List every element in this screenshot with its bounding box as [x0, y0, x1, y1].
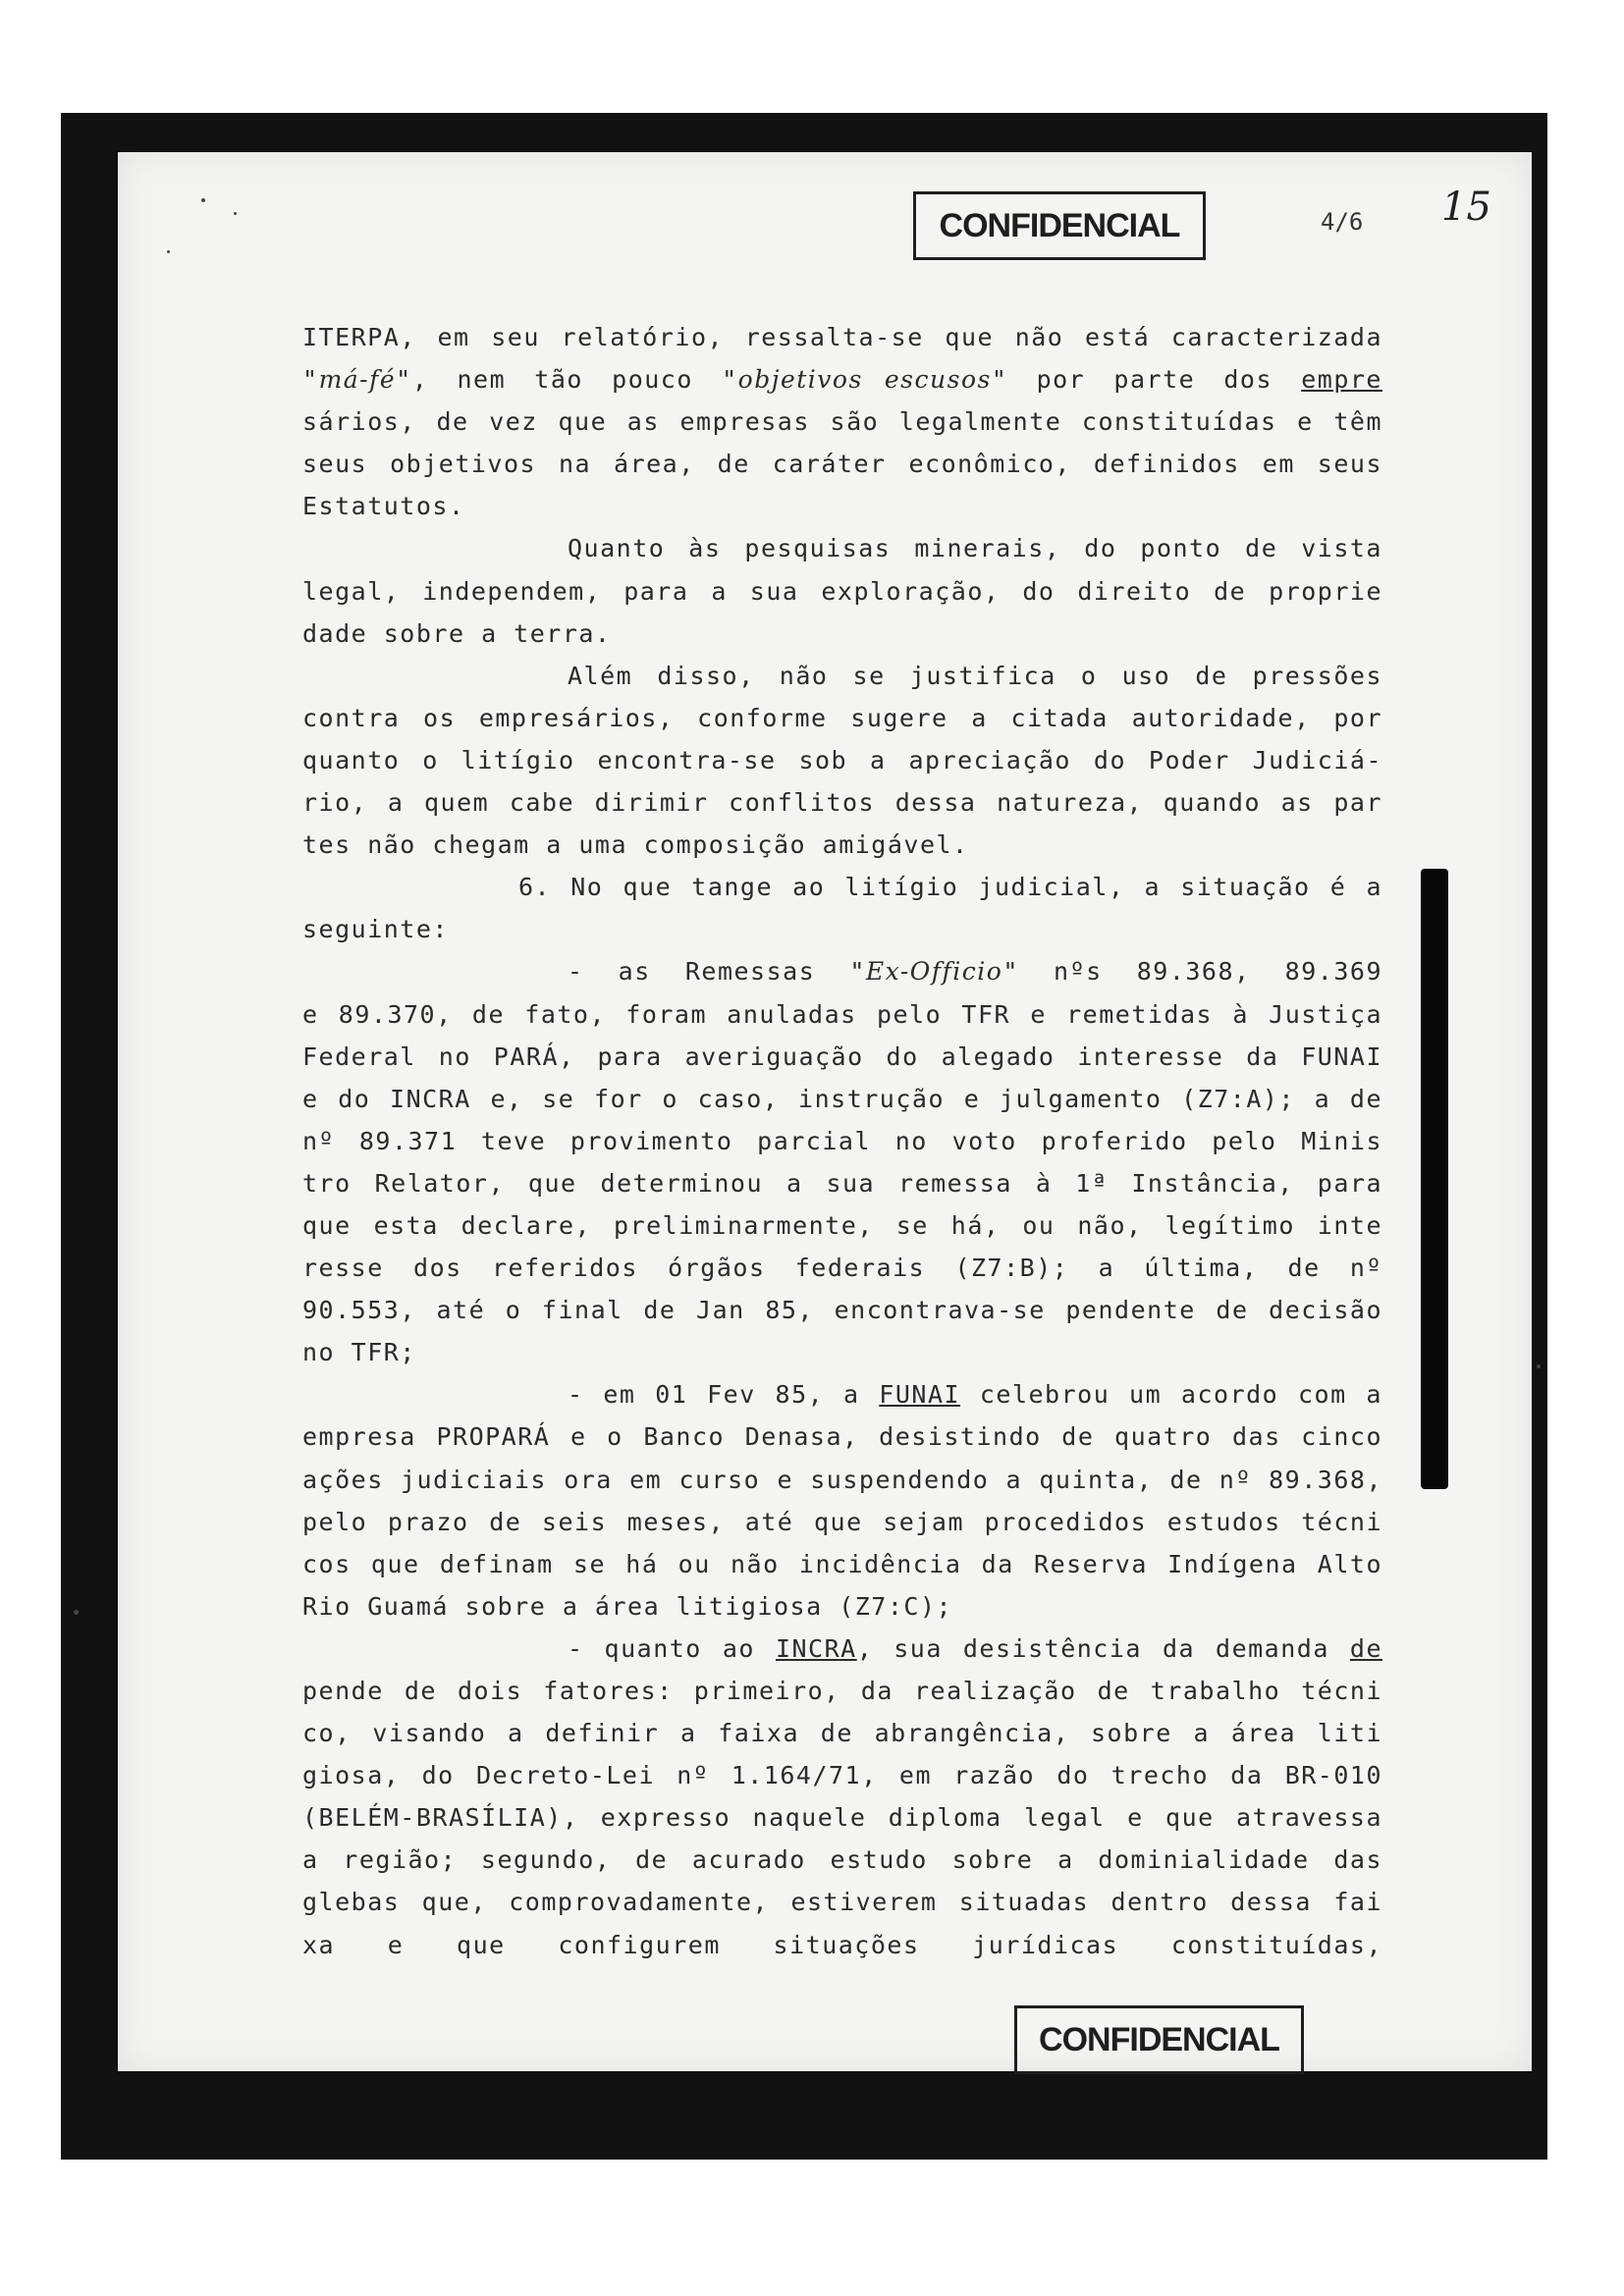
text-line: empresa PROPARÁ e o Banco Denasa, desistindo de quatro das cinco: [302, 1422, 1382, 1452]
text-line: dade sobre a terra.: [302, 618, 612, 648]
text-line: glebas que, comprovadamente, estiverem situadas dentro dessa fai: [302, 1888, 1382, 1917]
text-line: pelo prazo de seis meses, até que sejam procedidos estudos técni: [302, 1507, 1382, 1536]
text-line: - em 01 Fev 85, a FUNAI celebrou um acordo com a: [568, 1380, 1382, 1410]
text-line: "má-fé", nem tão pouco "objetivos escusos" por parte dos empre: [302, 365, 1382, 395]
scan-speck: [234, 212, 237, 215]
text-line: Estatutos.: [302, 492, 465, 521]
text-line: ações judiciais ora em curso e suspendendo a quinta, de nº 89.368,: [302, 1465, 1382, 1494]
text-line: que esta declare, preliminarmente, se há, ou não, legítimo inte: [302, 1210, 1382, 1240]
scan-speck: [1537, 1364, 1541, 1368]
text-line: - quanto ao INCRA, sua desistência da demanda de: [568, 1633, 1382, 1663]
scan-speck: [74, 1610, 79, 1615]
text-line: (BELÉM-BRASÍLIA), expresso naquele diploma legal e que atravessa: [302, 1803, 1382, 1833]
text-line: 6. No que tange ao litígio judicial, a situação é a: [518, 873, 1382, 902]
confidential-stamp-bottom: CONFIDENCIAL: [1014, 2005, 1304, 2074]
text-line: Além disso, não se justifica o uso de pressões: [568, 661, 1382, 690]
confidential-stamp-top: CONFIDENCIAL: [913, 191, 1206, 260]
text-line: quanto o litígio encontra-se sob a apreciação do Poder Judiciá-: [302, 745, 1382, 774]
text-line: pende de dois fatores: primeiro, da realização de trabalho técni: [302, 1677, 1382, 1705]
text-line: resse dos referidos órgãos federais (Z7:B); a última, de nº: [302, 1254, 1382, 1283]
scan-speck: [167, 250, 170, 253]
margin-marker-bar: [1421, 869, 1448, 1489]
text-line: no TFR;: [302, 1338, 416, 1367]
text-line: sários, de vez que as empresas são legalmente constituídas e têm: [302, 407, 1382, 437]
text-line: co, visando a definir a faixa de abrangência, sobre a área liti: [302, 1719, 1382, 1748]
page-number: 4/6: [1321, 208, 1364, 236]
text-line: tes não chegam a uma composição amigável.: [302, 830, 969, 860]
text-line: tro Relator, que determinou a sua remessa à 1ª Instância, para: [302, 1168, 1382, 1198]
text-line: cos que definam se há ou não incidência da Reserva Indígena Alto: [302, 1549, 1382, 1578]
scan-speck: [201, 198, 205, 202]
text-line: Federal no PARÁ, para averiguação do alegado interesse da FUNAI: [302, 1041, 1382, 1071]
text-line: legal, independem, para a sua exploração, do direito de proprie: [302, 576, 1382, 606]
text-line: - as Remessas "Ex-Officio" nºs 89.368, 89.369: [568, 957, 1382, 987]
text-line: rio, a quem cabe dirimir conflitos dessa natureza, quando as par: [302, 788, 1382, 818]
text-line: a região; segundo, de acurado estudo sobre a dominialidade das: [302, 1845, 1382, 1875]
document-body: [302, 316, 1382, 1966]
text-line: e do INCRA e, se for o caso, instrução e julgamento (Z7:A); a de: [302, 1084, 1382, 1113]
text-line: giosa, do Decreto-Lei nº 1.164/71, em razão do trecho da BR-010: [302, 1761, 1382, 1790]
text-line: e 89.370, de fato, foram anuladas pelo TFR e remetidas à Justiça: [302, 999, 1382, 1029]
text-line: seus objetivos na área, de caráter econômico, definidos em seus: [302, 450, 1382, 479]
text-line: Rio Guamá sobre a área litigiosa (Z7:C);: [302, 1591, 953, 1621]
text-line: contra os empresários, conforme sugere a citada autoridade, por: [302, 703, 1382, 732]
text-line: Quanto às pesquisas minerais, do ponto de vista: [568, 534, 1382, 563]
text-line: ITERPA, em seu relatório, ressalta-se que não está caracterizada: [302, 323, 1382, 351]
text-line: xa e que configurem situações jurídicas constituídas,: [302, 1930, 1382, 1959]
text-line: seguinte:: [302, 915, 449, 944]
text-line: 90.553, até o final de Jan 85, encontrava-se pendente de decisão: [302, 1296, 1382, 1325]
text-line: nº 89.371 teve provimento parcial no voto proferido pelo Minis: [302, 1126, 1382, 1155]
handwritten-page-mark: 15: [1441, 185, 1491, 230]
